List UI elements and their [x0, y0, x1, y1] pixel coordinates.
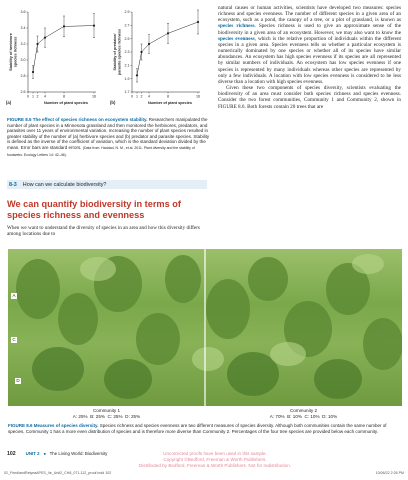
- y-axis-label: Stability of herbivorespecies richness: [9, 33, 18, 71]
- right-p2: Given these two components of species diversity, scientists evaluating the biodiversity of an area must consider both species richness and species evenness. Consider the two forest communities, Community 1 and Community 2, shown in FIGURE 8.6. Both forests contain 20 trees that are: [218, 85, 401, 110]
- page-number: 102: [7, 451, 16, 457]
- community-1-title: Community 1: [92, 408, 121, 413]
- x-tick-label: 8: [167, 94, 169, 99]
- right-column-text: [218, 5, 401, 110]
- printline-right: 10/06/22 2:26 PM: [375, 471, 404, 475]
- footer-separator: ■: [43, 452, 46, 456]
- watermark: [80, 451, 350, 469]
- community-2-composition: A: 70% B: 10% C: 10% D: 10%: [269, 414, 338, 419]
- photo-label-c: C: [12, 337, 16, 342]
- x-tick-label: 16: [92, 94, 96, 99]
- left-body-text: When we want to understand the diversity of species in an area and how this diversity differs among locations due to: [7, 225, 200, 238]
- y-tick-label: 2.3: [124, 50, 130, 55]
- panel-label: (a): [6, 100, 12, 105]
- watermark-line-1: Uncorrected proofs have been used in this sample.: [163, 451, 267, 456]
- caption-source: (Data from: Haddad, N. M., et al. 2011. Plant diversity and the stability of foodwebs. Ecology Letters 14: 42–46).: [7, 145, 195, 157]
- forest-communities-photo: [8, 249, 402, 406]
- y-tick-label: 2.7: [124, 23, 130, 28]
- right-p1-a: natural causes or human activities, scientists have developed two measures: species richness and species evenness. The number of different species in a given area of an ecosystem, such as a pond, the canopy of a tree, or a plot of grassland, is known as: [218, 5, 401, 24]
- x-tick-label: 1: [32, 94, 34, 99]
- x-tick-label: 0: [27, 94, 29, 99]
- data-point: [140, 51, 142, 53]
- data-point: [63, 25, 65, 27]
- y-tick-label: 2.1: [124, 63, 130, 68]
- y-tick-label: 1.7: [124, 90, 130, 95]
- panel-label: (b): [110, 100, 116, 105]
- data-point: [36, 43, 38, 45]
- data-point: [148, 43, 150, 45]
- photo-label-d: D: [16, 378, 20, 383]
- y-tick-label: 3.0: [20, 58, 26, 63]
- data-point: [44, 37, 46, 39]
- community-1-composition: A: 25% B: 25% C: 25% D: 25%: [72, 414, 141, 419]
- x-tick-label: 16: [196, 94, 200, 99]
- y-tick-label: 3.4: [20, 26, 26, 31]
- chart-b: [110, 8, 204, 108]
- series-line: [33, 26, 94, 72]
- series-line: [137, 22, 198, 75]
- figure-8-5-caption: [7, 117, 210, 158]
- section-number: 8-3: [9, 181, 17, 188]
- unit-title: The Living World: Biodiversity: [49, 451, 108, 456]
- x-axis-label: Number of plant species: [43, 101, 89, 105]
- data-point: [136, 74, 138, 76]
- watermark-line-2: Copyright ©Bedford, Freeman & Worth Publishers.: [163, 457, 267, 462]
- y-tick-label: 3.6: [20, 10, 26, 15]
- unit-label: UNIT 2: [25, 451, 40, 456]
- right-p1-b: . Species richness is used to give an approximate sense of the biodiversity in a given area of an ecosystem. However, we may also want to know the: [218, 23, 401, 36]
- chart-a: [6, 8, 100, 108]
- x-tick-label: 4: [148, 94, 150, 99]
- community-2-title: Community 2: [289, 408, 318, 413]
- caption-lead: FIGURE 8.5 The effect of species richness on ecosystem stability.: [7, 117, 148, 122]
- y-tick-label: 2.8: [20, 74, 26, 79]
- data-point: [167, 32, 169, 34]
- x-tick-label: 4: [44, 94, 46, 99]
- forest-illustration: [8, 249, 402, 406]
- term-species-richness: species richness: [218, 23, 255, 30]
- x-tick-label: 2: [36, 94, 39, 99]
- data-point: [93, 25, 95, 27]
- y-tick-label: 1.9: [124, 76, 130, 81]
- caption-2-lead: FIGURE 8.6 Measures of species diversity.: [8, 423, 99, 428]
- y-axis-label: Stability of predator/parasite species richness: [113, 28, 122, 76]
- data-point: [32, 71, 34, 73]
- x-tick-label: 2: [140, 94, 143, 99]
- y-tick-label: 2.6: [20, 90, 26, 95]
- section-box: [7, 180, 207, 189]
- term-species-evenness: species evenness: [218, 35, 255, 42]
- x-tick-label: 1: [136, 94, 138, 99]
- watermark-line-3: Distributed by Bedford, Freeman & Worth Publishers. Not for redistribution.: [138, 463, 292, 468]
- chart-a-svg: [6, 8, 100, 108]
- figure-8-6-caption: [8, 423, 400, 434]
- page-heading: We can quantify biodiversity in terms of species richness and evenness: [7, 199, 181, 220]
- data-point: [197, 21, 199, 23]
- section-title: How can we calculate biodiversity?: [22, 181, 107, 188]
- y-tick-label: 2.9: [124, 10, 130, 15]
- x-tick-label: 8: [63, 94, 65, 99]
- caption-text: Researchers manipulated the number of plant species in a Minnesota grassland and then monitored the herbivores, predators, and parasites over 11 years of environmental variation. Increasing the number of plant species resulted in greater stability of the number of (a) herbivore species and (b) predator and parasite species. Stability is defined as the inverse of the coefficient of variation, which is the standard deviation divided by the mean. Error bars are standard errors.: [7, 117, 210, 150]
- x-axis-label: Number of plant species: [147, 101, 193, 105]
- chart-b-svg: [110, 8, 204, 108]
- photo-label-a: A: [12, 293, 16, 298]
- caption-2-text: Species richness and species evenness are two different measures of species diversity. Although both communities contain the same number of species, Community 1 has a more even distribution of species and is therefore more diverse than Community 2. Percentages of the four tree species are provided below each community.: [8, 423, 387, 434]
- y-tick-label: 3.2: [20, 42, 26, 47]
- printline-left: 02_FriedlandRelyeaAPES_4e_Unit2_CH8_071-112_proof.indd 102: [4, 471, 112, 475]
- x-tick-label: 0: [131, 94, 133, 99]
- right-p1-c: , which is the relative proportion of individuals within the different species in a given area. Species evenness tells us whether a particular ecosystem is numerically dominated by one species or whether all of its species have similar abundances. An ecosystem has high species evenness if its species are all represented by similar numbers of individuals. An ecosystem has low species evenness if one species is represented by many individuals whereas other species are represented by only a few individuals. A location with low species evenness is considered to be less diverse than a location with high species evenness.: [218, 35, 401, 85]
- y-tick-label: 2.5: [124, 36, 130, 41]
